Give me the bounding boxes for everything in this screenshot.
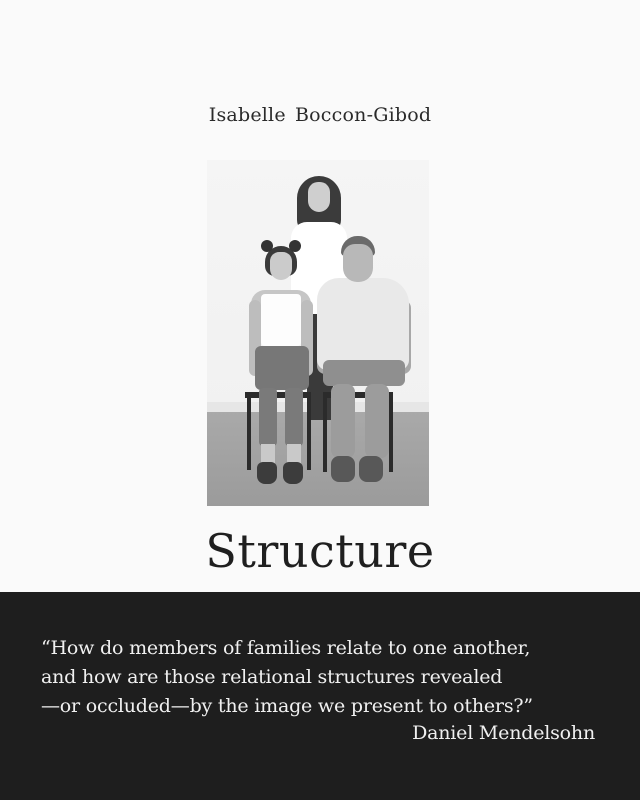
seated-girl-face: [270, 252, 292, 280]
quote-line: “How do members of families relate to one another,: [41, 637, 531, 659]
seated-man-shoe: [359, 456, 383, 482]
seated-girl-hair-bun: [261, 240, 273, 252]
photo-floor: [207, 412, 429, 506]
right-chair-leg: [389, 392, 393, 472]
quote-attribution: Daniel Mendelsohn: [412, 722, 595, 744]
right-chair-leg: [323, 392, 327, 472]
seated-girl-ankle: [287, 444, 301, 464]
seated-man-leg: [331, 384, 355, 458]
seated-man-leg: [365, 384, 389, 458]
seated-man-shoe: [331, 456, 355, 482]
quote-line: —or occluded—by the image we present to others?”: [41, 695, 533, 717]
seated-man-face: [343, 244, 373, 282]
cover-quote: [41, 634, 611, 721]
book-title: Structure: [205, 524, 435, 578]
seated-man-shorts: [323, 360, 405, 386]
seated-girl-ankle: [261, 444, 275, 464]
left-chair-leg: [307, 392, 311, 470]
seated-girl-leg: [259, 388, 277, 446]
cover-photo: [207, 160, 429, 506]
seated-man-shirt: [317, 278, 409, 370]
standing-woman-face: [308, 182, 330, 212]
seated-girl-leg: [285, 388, 303, 446]
left-chair-leg: [247, 392, 251, 470]
author-name: Isabelle Boccon-Gibod: [208, 104, 432, 126]
seated-girl-sandal: [257, 462, 277, 484]
seated-girl-sandal: [283, 462, 303, 484]
seated-girl-jeans: [255, 346, 309, 390]
seated-girl-top: [261, 294, 301, 346]
seated-girl-hair-bun: [289, 240, 301, 252]
quote-line: and how are those relational structures revealed: [41, 666, 503, 688]
